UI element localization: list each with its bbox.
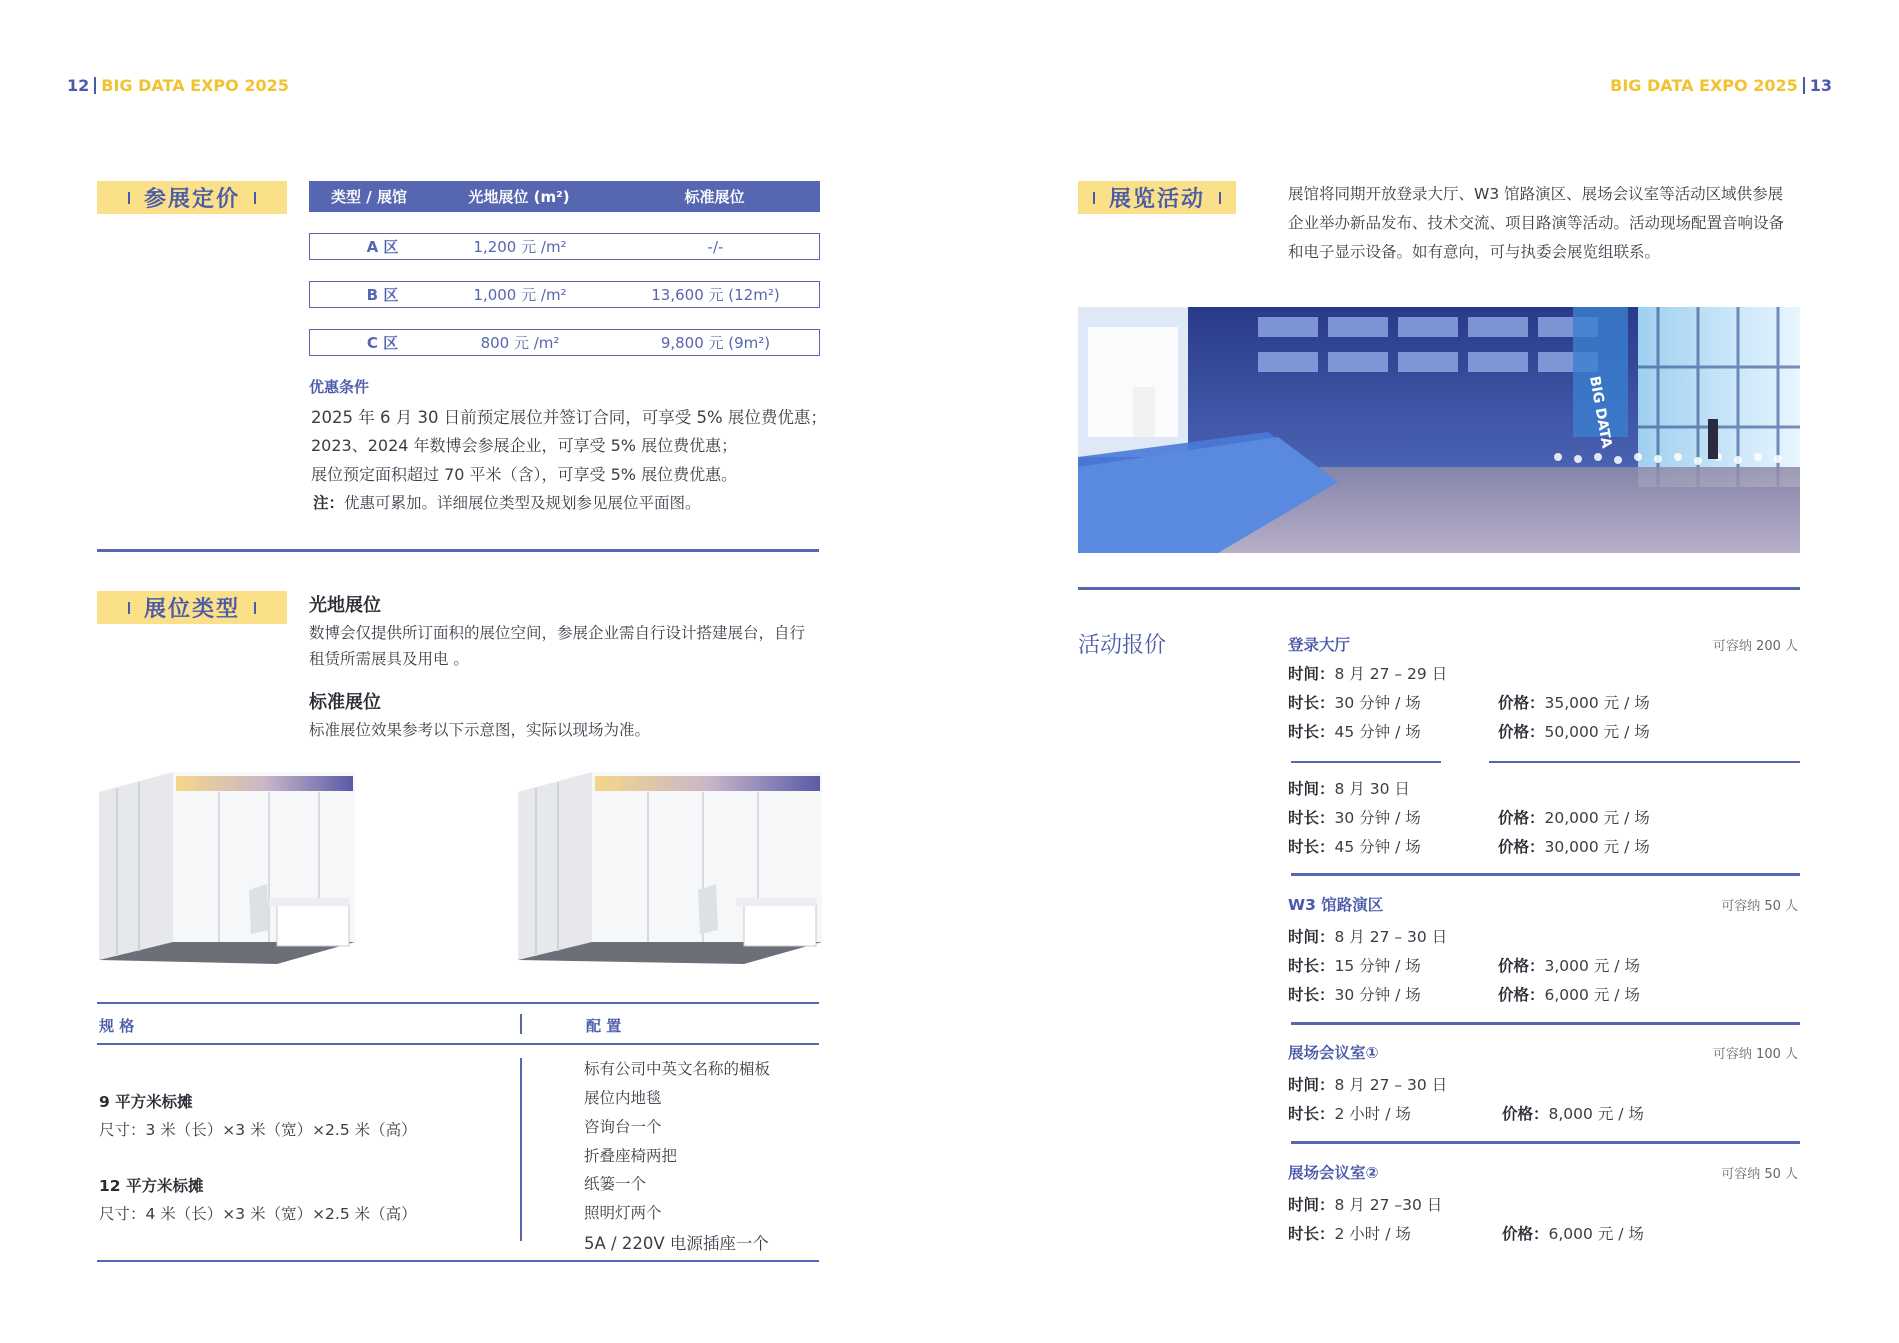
std-booth-title: 标准展位	[309, 692, 381, 713]
time-value: 8 月 27 – 30 日	[1334, 1076, 1448, 1094]
left-page-header	[67, 76, 289, 95]
price-label: 价格：	[1502, 1105, 1549, 1123]
discount-line-2: 2023、2024 年数博会参展企业，可享受 5% 展位费优惠；	[311, 436, 738, 455]
duration-label: 时长：	[1288, 838, 1335, 856]
discount-title: 优惠条件	[309, 378, 370, 396]
spec-9sqm-size: 尺寸：3 米（长）×3 米（宽）×2.5 米（高）	[99, 1121, 417, 1139]
spec-col-header: 规 格	[99, 1017, 135, 1035]
activities-intro-2: 企业举办新品发布、技术交流、项目路演等活动。活动现场配置音响设备	[1288, 214, 1785, 232]
row-zone: B 区	[366, 286, 399, 304]
pricing-row-c	[309, 329, 820, 356]
row-raw-price: 1,200 元 /m²	[473, 238, 567, 256]
config-item: 标有公司中英文名称的楣板	[584, 1060, 771, 1078]
price-label: 价格：	[1498, 694, 1545, 712]
pricing-table-header	[309, 181, 820, 212]
section-divider	[97, 549, 819, 552]
row-zone: C 区	[366, 334, 399, 352]
booth-types-tag: 展位类型	[97, 591, 287, 624]
discount-line-3: 展位预定面积超过 70 平米（含），可享受 5% 展位费优惠。	[311, 465, 738, 484]
venue-name-lobby: 登录大厅	[1288, 636, 1351, 654]
price-value: 3,000 元 / 场	[1544, 957, 1640, 975]
row-raw-price: 800 元 /m²	[480, 334, 560, 352]
price-label: 价格：	[1502, 1225, 1549, 1243]
note-text: 优惠可累加。详细展位类型及规划参见展位平面图。	[344, 494, 701, 512]
venue-name-meeting-1: 展场会议室①	[1288, 1044, 1379, 1062]
price-label: 价格：	[1498, 838, 1545, 856]
config-item: 咨询台一个	[584, 1118, 662, 1136]
duration-value: 2 小时 / 场	[1334, 1225, 1411, 1243]
row-std-price: -/-	[707, 237, 724, 256]
venue-capacity: 可容纳 100 人	[1712, 1047, 1798, 1062]
duration-value: 30 分钟 / 场	[1334, 694, 1421, 712]
duration-label: 时长：	[1288, 1105, 1335, 1123]
duration-label: 时长：	[1288, 957, 1335, 975]
price-value: 30,000 元 / 场	[1544, 838, 1650, 856]
price-label: 价格：	[1498, 986, 1545, 1004]
venue-capacity: 可容纳 200 人	[1712, 639, 1798, 654]
col-header-raw: 光地展位 (m²)	[468, 188, 570, 206]
spec-bottom-line	[97, 1260, 819, 1262]
note-label: 注：	[313, 494, 345, 512]
right-page-header	[1610, 76, 1832, 95]
venue-divider	[1291, 1141, 1800, 1144]
venue-name-meeting-2: 展场会议室②	[1288, 1164, 1379, 1182]
duration-value: 45 分钟 / 场	[1334, 838, 1421, 856]
venue-name-w3: W3 馆路演区	[1288, 896, 1384, 914]
col-header-type: 类型 / 展馆	[331, 188, 407, 206]
event-hall-photo	[1078, 307, 1800, 553]
time-label: 时间：	[1288, 1196, 1335, 1214]
config-item: 照明灯两个	[584, 1204, 662, 1222]
duration-value: 30 分钟 / 场	[1334, 809, 1421, 827]
header-divider	[1803, 77, 1805, 94]
duration-label: 时长：	[1288, 694, 1335, 712]
config-item: 折叠座椅两把	[584, 1147, 678, 1165]
duration-label: 时长：	[1288, 723, 1335, 741]
price-value: 35,000 元 / 场	[1544, 694, 1650, 712]
sub-divider	[1489, 761, 1800, 763]
spec-9sqm-title: 9 平方米标摊	[99, 1093, 193, 1111]
price-label: 价格：	[1498, 723, 1545, 741]
time-value: 8 月 27 – 30 日	[1334, 928, 1448, 946]
config-col-header: 配 置	[586, 1017, 622, 1035]
venue-divider	[1291, 1022, 1800, 1025]
duration-value: 45 分钟 / 场	[1334, 723, 1421, 741]
config-item: 展位内地毯	[584, 1089, 662, 1107]
price-label: 价格：	[1498, 957, 1545, 975]
duration-value: 2 小时 / 场	[1334, 1105, 1411, 1123]
pricing-row-b	[309, 281, 820, 308]
col-header-standard: 标准展位	[684, 188, 745, 206]
price-value: 6,000 元 / 场	[1544, 986, 1640, 1004]
time-value: 8 月 27 – 29 日	[1334, 665, 1448, 683]
discount-note	[313, 491, 701, 513]
right-page-number: 13	[1809, 76, 1832, 95]
spec-12sqm-title: 12 平方米标摊	[99, 1177, 204, 1195]
spec-12sqm-size: 尺寸：4 米（长）×3 米（宽）×2.5 米（高）	[99, 1205, 417, 1223]
left-page-number: 12	[67, 76, 90, 95]
pricing-tag: 参展定价	[97, 181, 287, 214]
venue-capacity: 可容纳 50 人	[1721, 1167, 1798, 1182]
venue-divider	[1291, 873, 1800, 876]
time-value: 8 月 27 –30 日	[1334, 1196, 1443, 1214]
activities-intro-1: 展馆将同期开放登录大厅、W3 馆路演区、展场会议室等活动区域供参展	[1288, 185, 1784, 203]
spec-header-line	[97, 1043, 819, 1045]
spec-column-divider	[520, 1058, 522, 1241]
row-zone: A 区	[366, 238, 399, 256]
row-raw-price: 1,000 元 /m²	[473, 286, 567, 304]
activities-intro-3: 和电子显示设备。如有意向，可与执委会展览组联系。	[1288, 243, 1661, 261]
config-item: 5A / 220V 电源插座一个	[584, 1234, 769, 1253]
time-label: 时间：	[1288, 1076, 1335, 1094]
booth-9sqm-illustration	[99, 770, 356, 966]
std-booth-desc: 标准展位效果参考以下示意图，实际以现场为准。	[309, 721, 651, 739]
pricing-row-a	[309, 233, 820, 260]
booth-12sqm-illustration	[518, 770, 823, 966]
price-label: 价格：	[1498, 809, 1545, 827]
photo-banner-text: BIG DATA	[1586, 374, 1615, 450]
sub-divider	[1291, 761, 1441, 763]
venue-capacity: 可容纳 50 人	[1721, 899, 1798, 914]
price-value: 50,000 元 / 场	[1544, 723, 1650, 741]
time-label: 时间：	[1288, 780, 1335, 798]
spec-header-divider	[520, 1014, 522, 1034]
duration-label: 时长：	[1288, 1225, 1335, 1243]
price-value: 8,000 元 / 场	[1548, 1105, 1644, 1123]
activities-tag: 展览活动	[1078, 181, 1236, 214]
config-item: 纸篓一个	[584, 1175, 647, 1193]
duration-value: 30 分钟 / 场	[1334, 986, 1421, 1004]
discount-line-1: 2025 年 6 月 30 日前预定展位并签订合同，可享受 5% 展位费优惠；	[311, 408, 827, 427]
duration-label: 时长：	[1288, 809, 1335, 827]
right-header-title: BIG DATA EXPO 2025	[1610, 76, 1798, 95]
quote-title: 活动报价	[1078, 633, 1167, 658]
activities-divider	[1078, 587, 1800, 590]
duration-label: 时长：	[1288, 986, 1335, 1004]
row-std-price: 9,800 元 (9m²)	[660, 334, 771, 352]
duration-value: 15 分钟 / 场	[1334, 957, 1421, 975]
left-header-title: BIG DATA EXPO 2025	[101, 76, 289, 95]
time-label: 时间：	[1288, 665, 1335, 683]
time-label: 时间：	[1288, 928, 1335, 946]
raw-booth-title: 光地展位	[309, 595, 381, 616]
time-value: 8 月 30 日	[1334, 780, 1410, 798]
row-std-price: 13,600 元 (12m²)	[651, 286, 780, 304]
spec-top-line	[97, 1002, 819, 1004]
price-value: 20,000 元 / 场	[1544, 809, 1650, 827]
raw-booth-desc-1: 数博会仅提供所订面积的展位空间，参展企业需自行设计搭建展台，自行	[309, 624, 806, 642]
price-value: 6,000 元 / 场	[1548, 1225, 1644, 1243]
header-divider	[94, 77, 96, 94]
raw-booth-desc-2: 租赁所需展具及用电 。	[309, 650, 469, 668]
